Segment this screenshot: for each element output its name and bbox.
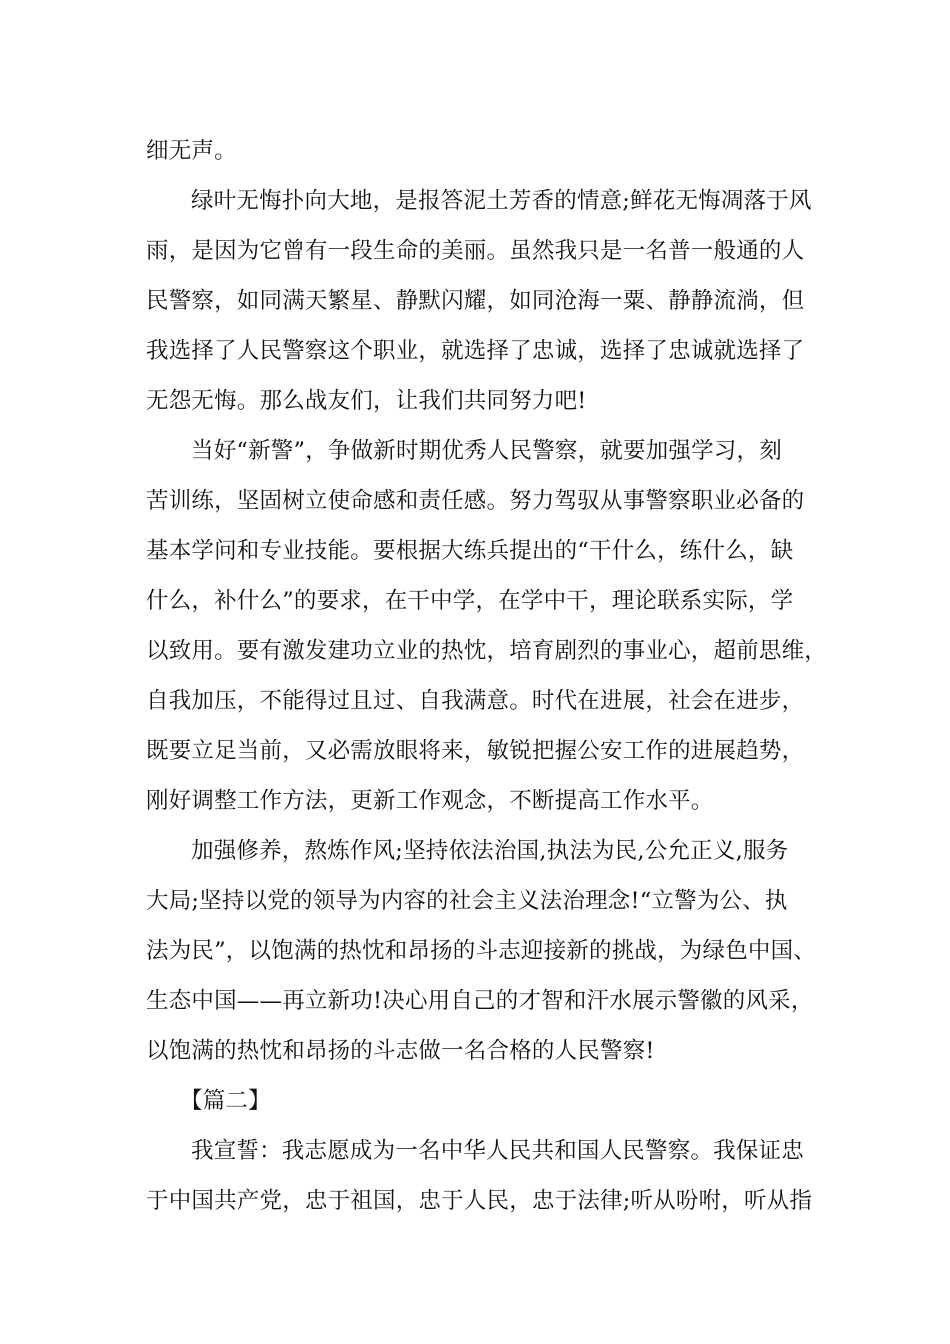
paragraph-start: 当好“新警”，争做新时期优秀人民警察，就要加强学习，刻 [191, 438, 782, 464]
paragraph-start: 加强修养，熬炼作风;坚持依法治国,执法为民,公允正义,服务 [191, 838, 789, 864]
text-line: 细无声。 [146, 138, 237, 164]
text-line: 刚好调整工作方法，更新工作观念，不断提高工作水平。 [146, 788, 714, 814]
text-line: 自我加压，不能得过且过、自我满意。时代在进展，社会在进步， [146, 688, 805, 714]
section-heading: 【篇二】 [180, 1088, 271, 1114]
text-line: 于中国共产党，忠于祖国，忠于人民，忠于法律;听从吩咐，听从指 [146, 1188, 813, 1214]
text-line: 苦训练，坚固树立使命感和责任感。努力驾驭从事警察职业必备的 [146, 488, 805, 514]
text-line: 以饱满的热忱和昂扬的斗志做一名合格的人民警察! [146, 1038, 655, 1064]
text-line: 大局;坚持以党的领导为内容的社会主义法治理念!“立警为公、执 [146, 888, 788, 914]
paragraph-start: 绿叶无悔扑向大地，是报答泥土芳香的情意;鲜花无悔凋落于风 [191, 188, 812, 214]
text-line: 无怨无悔。那么战友们，让我们共同努力吧! [146, 388, 587, 414]
text-line: 我选择了人民警察这个职业，就选择了忠诚，选择了忠诚就选择了 [146, 338, 805, 364]
text-line: 既要立足当前，又必需放眼将来，敏锐把握公安工作的进展趋势， [146, 738, 805, 764]
text-line: 民警察，如同满天繁星、静默闪耀，如同沧海一粟、静静流淌，但 [146, 288, 805, 314]
text-line: 法为民”，以饱满的热忱和昂扬的斗志迎接新的挑战，为绿色中国、 [146, 938, 817, 964]
text-line: 生态中国——再立新功!决心用自己的才智和汗水展示警徽的风采， [146, 988, 814, 1014]
text-line: 什么，补什么”的要求，在干中学，在学中干，理论联系实际，学 [146, 588, 794, 614]
paragraph-start: 我宣誓：我志愿成为一名中华人民共和国人民警察。我保证忠 [191, 1138, 804, 1164]
text-line: 基本学问和专业技能。要根据大练兵提出的“干什么，练什么，缺 [146, 538, 794, 564]
text-line: 雨，是因为它曾有一段生命的美丽。虽然我只是一名普一般通的人 [146, 238, 805, 264]
text-line: 以致用。要有激发建功立业的热忱，培育剧烈的事业心，超前思维， [146, 638, 828, 664]
